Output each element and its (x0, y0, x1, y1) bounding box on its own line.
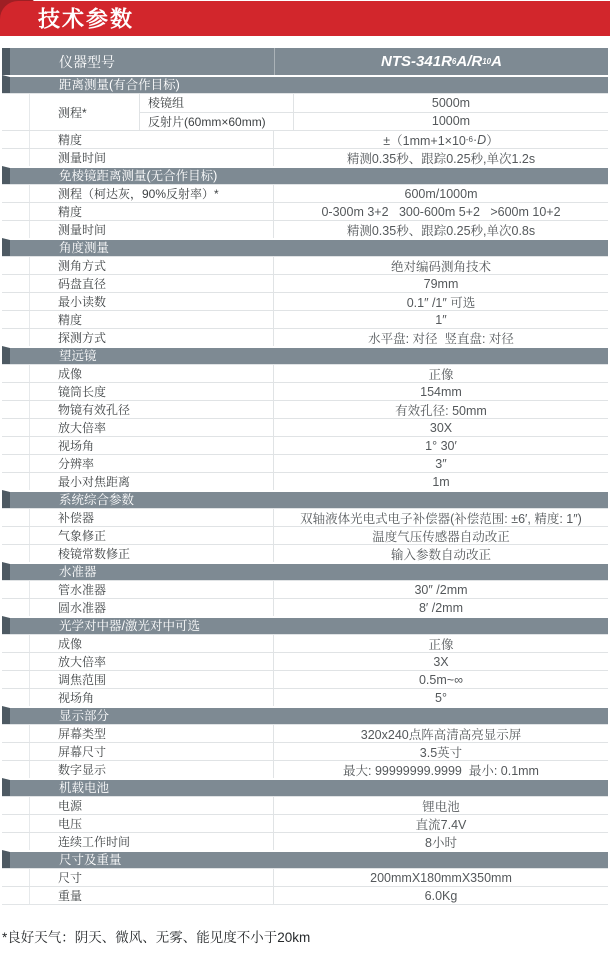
spec-label-text: 成像 (58, 637, 83, 651)
spec-row (2, 598, 608, 616)
spec-value (274, 275, 608, 292)
spacer-cell (2, 185, 30, 202)
spacer-cell (2, 689, 30, 706)
spec-value (274, 455, 608, 472)
spec-label-text: 物镜有效孔径 (58, 403, 131, 417)
spacer-cell (2, 94, 30, 130)
spec-value (274, 473, 608, 490)
spec-sublabel-text: 反射片(60mm×60mm) (148, 114, 266, 129)
spec-label (30, 455, 274, 472)
spec-label (30, 671, 274, 688)
spacer-cell (2, 671, 30, 688)
spec-label-text: 重量 (58, 889, 83, 903)
spec-label (30, 797, 274, 814)
spec-row (2, 382, 608, 400)
spec-label-text: 气象修正 (58, 529, 107, 543)
spec-label-text: 测程（柯达灰，90%反射率）* (58, 187, 219, 201)
spacer-cell (2, 599, 30, 616)
spec-label-text: 屏幕尺寸 (58, 745, 107, 759)
spec-value-text: 水平盘: 对径 竖直盘: 对径 (368, 331, 514, 346)
spec-row (2, 508, 608, 526)
spec-label-text: 圆水准器 (58, 601, 107, 615)
spec-value-text: 1° 30′ (425, 438, 457, 453)
spacer-cell (2, 635, 30, 652)
spec-value-text: 最大: 99999999.9999 最小: 0.1mm (343, 763, 539, 778)
spacer-cell (2, 401, 30, 418)
spec-row (2, 760, 608, 778)
spacer-cell (2, 887, 30, 904)
spec-value (274, 311, 608, 328)
spec-value (274, 689, 608, 706)
spec-value (274, 635, 608, 652)
spec-value-text: 30X (429, 420, 453, 435)
section-header: 机载电池 (2, 778, 608, 796)
spec-value (274, 869, 608, 886)
spacer-cell (2, 653, 30, 670)
spec-value-text: 0.5m~∞ (418, 672, 463, 687)
spacer-cell (2, 833, 30, 850)
spec-label-text: 最小读数 (58, 295, 107, 309)
section-header: 光学对中器/激光对中可选 (2, 616, 608, 634)
spec-value-text: 1000m (431, 114, 471, 129)
spec-label (30, 221, 274, 238)
spec-value (274, 257, 608, 274)
spec-value (274, 437, 608, 454)
spec-row (2, 310, 608, 328)
spec-row (2, 454, 608, 472)
spec-value (274, 815, 608, 832)
section-header: 角度测量 (2, 238, 608, 256)
spec-value (274, 329, 608, 346)
spec-value-text: 锂电池 (422, 799, 460, 814)
spacer-cell (2, 293, 30, 310)
spec-label-text: 放大倍率 (58, 421, 107, 435)
spec-label-text: 补偿器 (58, 511, 95, 525)
spec-row (2, 292, 608, 310)
spec-row (2, 724, 608, 742)
spec-label-text: 码盘直径 (58, 277, 107, 291)
sub-rows (140, 94, 608, 130)
spec-label (30, 815, 274, 832)
spec-label (30, 401, 274, 418)
value-part: · (473, 132, 478, 147)
spec-value-text: 正像 (428, 367, 454, 382)
title-banner (0, 0, 610, 36)
section-header: 水准器 (2, 562, 608, 580)
spec-subrow (140, 112, 608, 131)
spacer-cell (2, 437, 30, 454)
spec-label (30, 725, 274, 742)
spacer-cell (2, 383, 30, 400)
spacer-cell (2, 509, 30, 526)
spec-row (2, 184, 608, 202)
spec-row (2, 742, 608, 760)
spec-label (30, 275, 274, 292)
spec-label (30, 599, 274, 616)
spacer-cell (2, 527, 30, 544)
spec-label-text: 电压 (58, 817, 83, 831)
spec-sublabel (140, 94, 294, 112)
spacer-cell (2, 419, 30, 436)
spec-value (274, 365, 608, 382)
spacer-cell (2, 221, 30, 238)
spec-label (30, 311, 274, 328)
spec-label-text: 精度 (58, 205, 83, 219)
spec-row (2, 814, 608, 832)
spacer-cell (2, 149, 30, 166)
spacer-cell (2, 203, 30, 220)
spec-value (274, 833, 608, 850)
spec-row (2, 256, 608, 274)
model-number (275, 48, 608, 75)
spacer-cell (2, 365, 30, 382)
spec-label (30, 185, 274, 202)
spec-value-text: 温度气压传感器自动改正 (372, 529, 510, 544)
spec-row (2, 580, 608, 598)
spec-label-text: 调焦范围 (58, 673, 107, 687)
spec-value (274, 185, 608, 202)
spec-row (2, 796, 608, 814)
spec-value (274, 383, 608, 400)
spec-row (2, 652, 608, 670)
spec-label-text: 成像 (58, 367, 83, 381)
spec-subrow (140, 94, 608, 112)
spec-label-text: 棱镜常数修正 (58, 547, 131, 561)
spec-row-group (2, 93, 608, 130)
spec-row (2, 202, 608, 220)
spec-label-text: 数字显示 (58, 763, 107, 777)
section-header: 系统综合参数 (2, 490, 608, 508)
spec-label-text: 视场角 (58, 439, 95, 453)
spec-value (274, 887, 608, 904)
spec-label (30, 635, 274, 652)
spec-value-text: 绝对编码测角技术 (390, 259, 491, 274)
spec-label (30, 419, 274, 436)
spec-value (274, 671, 608, 688)
spec-value-text: 8小时 (425, 835, 457, 850)
section-header: 望远镜 (2, 346, 608, 364)
spec-value-text: 30″ /2mm (414, 582, 468, 597)
spec-value (274, 743, 608, 760)
spec-row (2, 832, 608, 850)
spec-value-text: 3″ (435, 456, 447, 471)
spec-label (30, 94, 140, 130)
spec-value (294, 113, 608, 131)
spec-row (2, 364, 608, 382)
section-header: 免棱镜距离测量(无合作目标) (2, 166, 608, 184)
spec-value-text: 有效孔径: 50mm (395, 403, 487, 418)
spacer-cell (2, 725, 30, 742)
value-part: D (477, 132, 487, 147)
spec-value (274, 581, 608, 598)
spec-value-text: 200mmX180mmX350mm (370, 870, 512, 885)
spec-row (2, 148, 608, 166)
spec-value-text: 精测0.35秒、跟踪0.25秒,单次0.8s (346, 223, 536, 238)
spec-label (30, 329, 274, 346)
spec-row (2, 868, 608, 886)
spec-table (2, 48, 608, 905)
section-header: 距离测量(有合作目标) (2, 75, 608, 93)
spec-label (30, 887, 274, 904)
spec-label-text: 电源 (58, 799, 83, 813)
spacer-cell (2, 869, 30, 886)
spec-label-text: 连续工作时间 (58, 835, 131, 849)
spec-label-text: 分辨率 (58, 457, 95, 471)
weather-footnote: *良好天气：阴天、微风、无雾、能见度不小于20km (2, 930, 311, 945)
spec-value-text: 5000m (431, 95, 471, 110)
spec-value-text: 输入参数自动改正 (390, 547, 491, 562)
spacer-cell (2, 329, 30, 346)
spacer-cell (2, 545, 30, 562)
spec-label (30, 743, 274, 760)
spec-label-text: 最小对焦距离 (58, 475, 131, 489)
spec-label-text: 测程* (58, 105, 87, 120)
spec-label-text: 视场角 (58, 691, 95, 705)
spec-value (274, 401, 608, 418)
spacer-cell (2, 257, 30, 274)
spec-value (274, 599, 608, 616)
spec-row (2, 274, 608, 292)
spec-label (30, 365, 274, 382)
spec-row (2, 472, 608, 490)
spec-row (2, 886, 608, 904)
spec-value (274, 725, 608, 742)
spec-label-text: 管水准器 (58, 583, 107, 597)
spec-row (2, 544, 608, 562)
spec-value (274, 293, 608, 310)
spec-value-text: 8′ /2mm (418, 600, 464, 615)
spacer-cell (2, 131, 30, 148)
spec-row (2, 634, 608, 652)
spec-value-text: 直流7.4V (415, 817, 467, 832)
spec-value-text: 0.1″ /1″ 可选 (406, 295, 476, 310)
spec-value (274, 761, 608, 778)
spec-value (274, 545, 608, 562)
spec-label-text: 测角方式 (58, 259, 107, 273)
spec-label (30, 293, 274, 310)
spacer-cell (2, 473, 30, 490)
spacer-cell (2, 275, 30, 292)
spec-label-text: 精度 (58, 313, 83, 327)
spec-value (274, 203, 608, 220)
spec-label (30, 545, 274, 562)
spec-value-text: 3.5英寸 (419, 745, 463, 760)
value-part: ） (486, 133, 499, 148)
spec-value-text: 1″ (435, 312, 447, 327)
value-part: 6 (451, 56, 457, 66)
spec-label (30, 437, 274, 454)
value-part: A (491, 53, 502, 70)
spec-value-text: 双轴液体光电式电子补偿器(补偿范围: ±6′, 精度: 1″) (300, 511, 582, 526)
spacer-cell (2, 815, 30, 832)
spec-value-text: 正像 (428, 637, 454, 652)
model-row-label: 仪器型号 (10, 48, 275, 75)
spec-label (30, 257, 274, 274)
spec-value-text: 79mm (423, 276, 459, 291)
value-part: 10 (482, 56, 492, 66)
section-header: 显示部分 (2, 706, 608, 724)
value-part: A/R (456, 53, 483, 70)
value-part: -6 (465, 134, 473, 144)
spec-value-text: 0-300m 3+2 300-600m 5+2 >600m 10+2 (321, 204, 561, 219)
spec-value (274, 419, 608, 436)
spec-label (30, 833, 274, 850)
spec-label (30, 149, 274, 166)
spec-row (2, 328, 608, 346)
value-part: ±（1mm+1×10 (383, 133, 466, 148)
spec-value-text: 5° (435, 690, 447, 705)
spacer-cell (2, 455, 30, 472)
spec-label (30, 689, 274, 706)
spec-value (274, 509, 608, 526)
spec-row (2, 436, 608, 454)
spec-value-text: 3X (433, 654, 449, 669)
spec-row (2, 220, 608, 238)
spec-row (2, 400, 608, 418)
spec-label (30, 203, 274, 220)
spec-row (2, 688, 608, 706)
value-part: NTS-341R (381, 53, 452, 70)
spec-value (274, 527, 608, 544)
spec-value (274, 797, 608, 814)
spec-sublabel (140, 113, 294, 131)
spec-value-text: 320x240点阵高清高亮显示屏 (360, 727, 522, 742)
spec-label (30, 383, 274, 400)
spec-label (30, 473, 274, 490)
spec-label-text: 镜筒长度 (58, 385, 107, 399)
page-title: 技术参数 (38, 6, 135, 32)
spec-label (30, 869, 274, 886)
spec-label (30, 131, 274, 148)
spacer-cell (2, 743, 30, 760)
model-header-row (2, 48, 608, 75)
spacer-cell (2, 311, 30, 328)
spec-label (30, 581, 274, 598)
spec-row (2, 670, 608, 688)
spec-label (30, 527, 274, 544)
spacer-cell (2, 797, 30, 814)
spec-value-text: 6.0Kg (424, 888, 458, 903)
spec-row (2, 418, 608, 436)
spec-label-text: 放大倍率 (58, 655, 107, 669)
spec-value (274, 653, 608, 670)
spec-value (274, 221, 608, 238)
spec-label (30, 761, 274, 778)
spec-sublabel-text: 棱镜组 (148, 96, 185, 111)
spec-label-text: 精度 (58, 133, 83, 147)
spec-label-text: 探测方式 (58, 331, 107, 345)
spec-value-text: 154mm (420, 384, 462, 399)
spec-value-text: 1m (432, 474, 450, 489)
section-header: 尺寸及重量 (2, 850, 608, 868)
spec-label-text: 测量时间 (58, 151, 107, 165)
spacer-cell (2, 581, 30, 598)
spec-label-text: 屏幕类型 (58, 727, 107, 741)
spec-label-text: 测量时间 (58, 223, 107, 237)
spec-value-text: 精测0.35秒、跟踪0.25秒,单次1.2s (346, 151, 536, 166)
spec-value (294, 94, 608, 112)
spec-value (274, 149, 608, 166)
spec-row (2, 526, 608, 544)
spec-value-text: 600m/1000m (404, 186, 478, 201)
spec-value (274, 131, 608, 148)
spacer-cell (2, 761, 30, 778)
spec-label (30, 509, 274, 526)
spec-label (30, 653, 274, 670)
spec-label-text: 尺寸 (58, 871, 83, 885)
spec-row (2, 130, 608, 148)
